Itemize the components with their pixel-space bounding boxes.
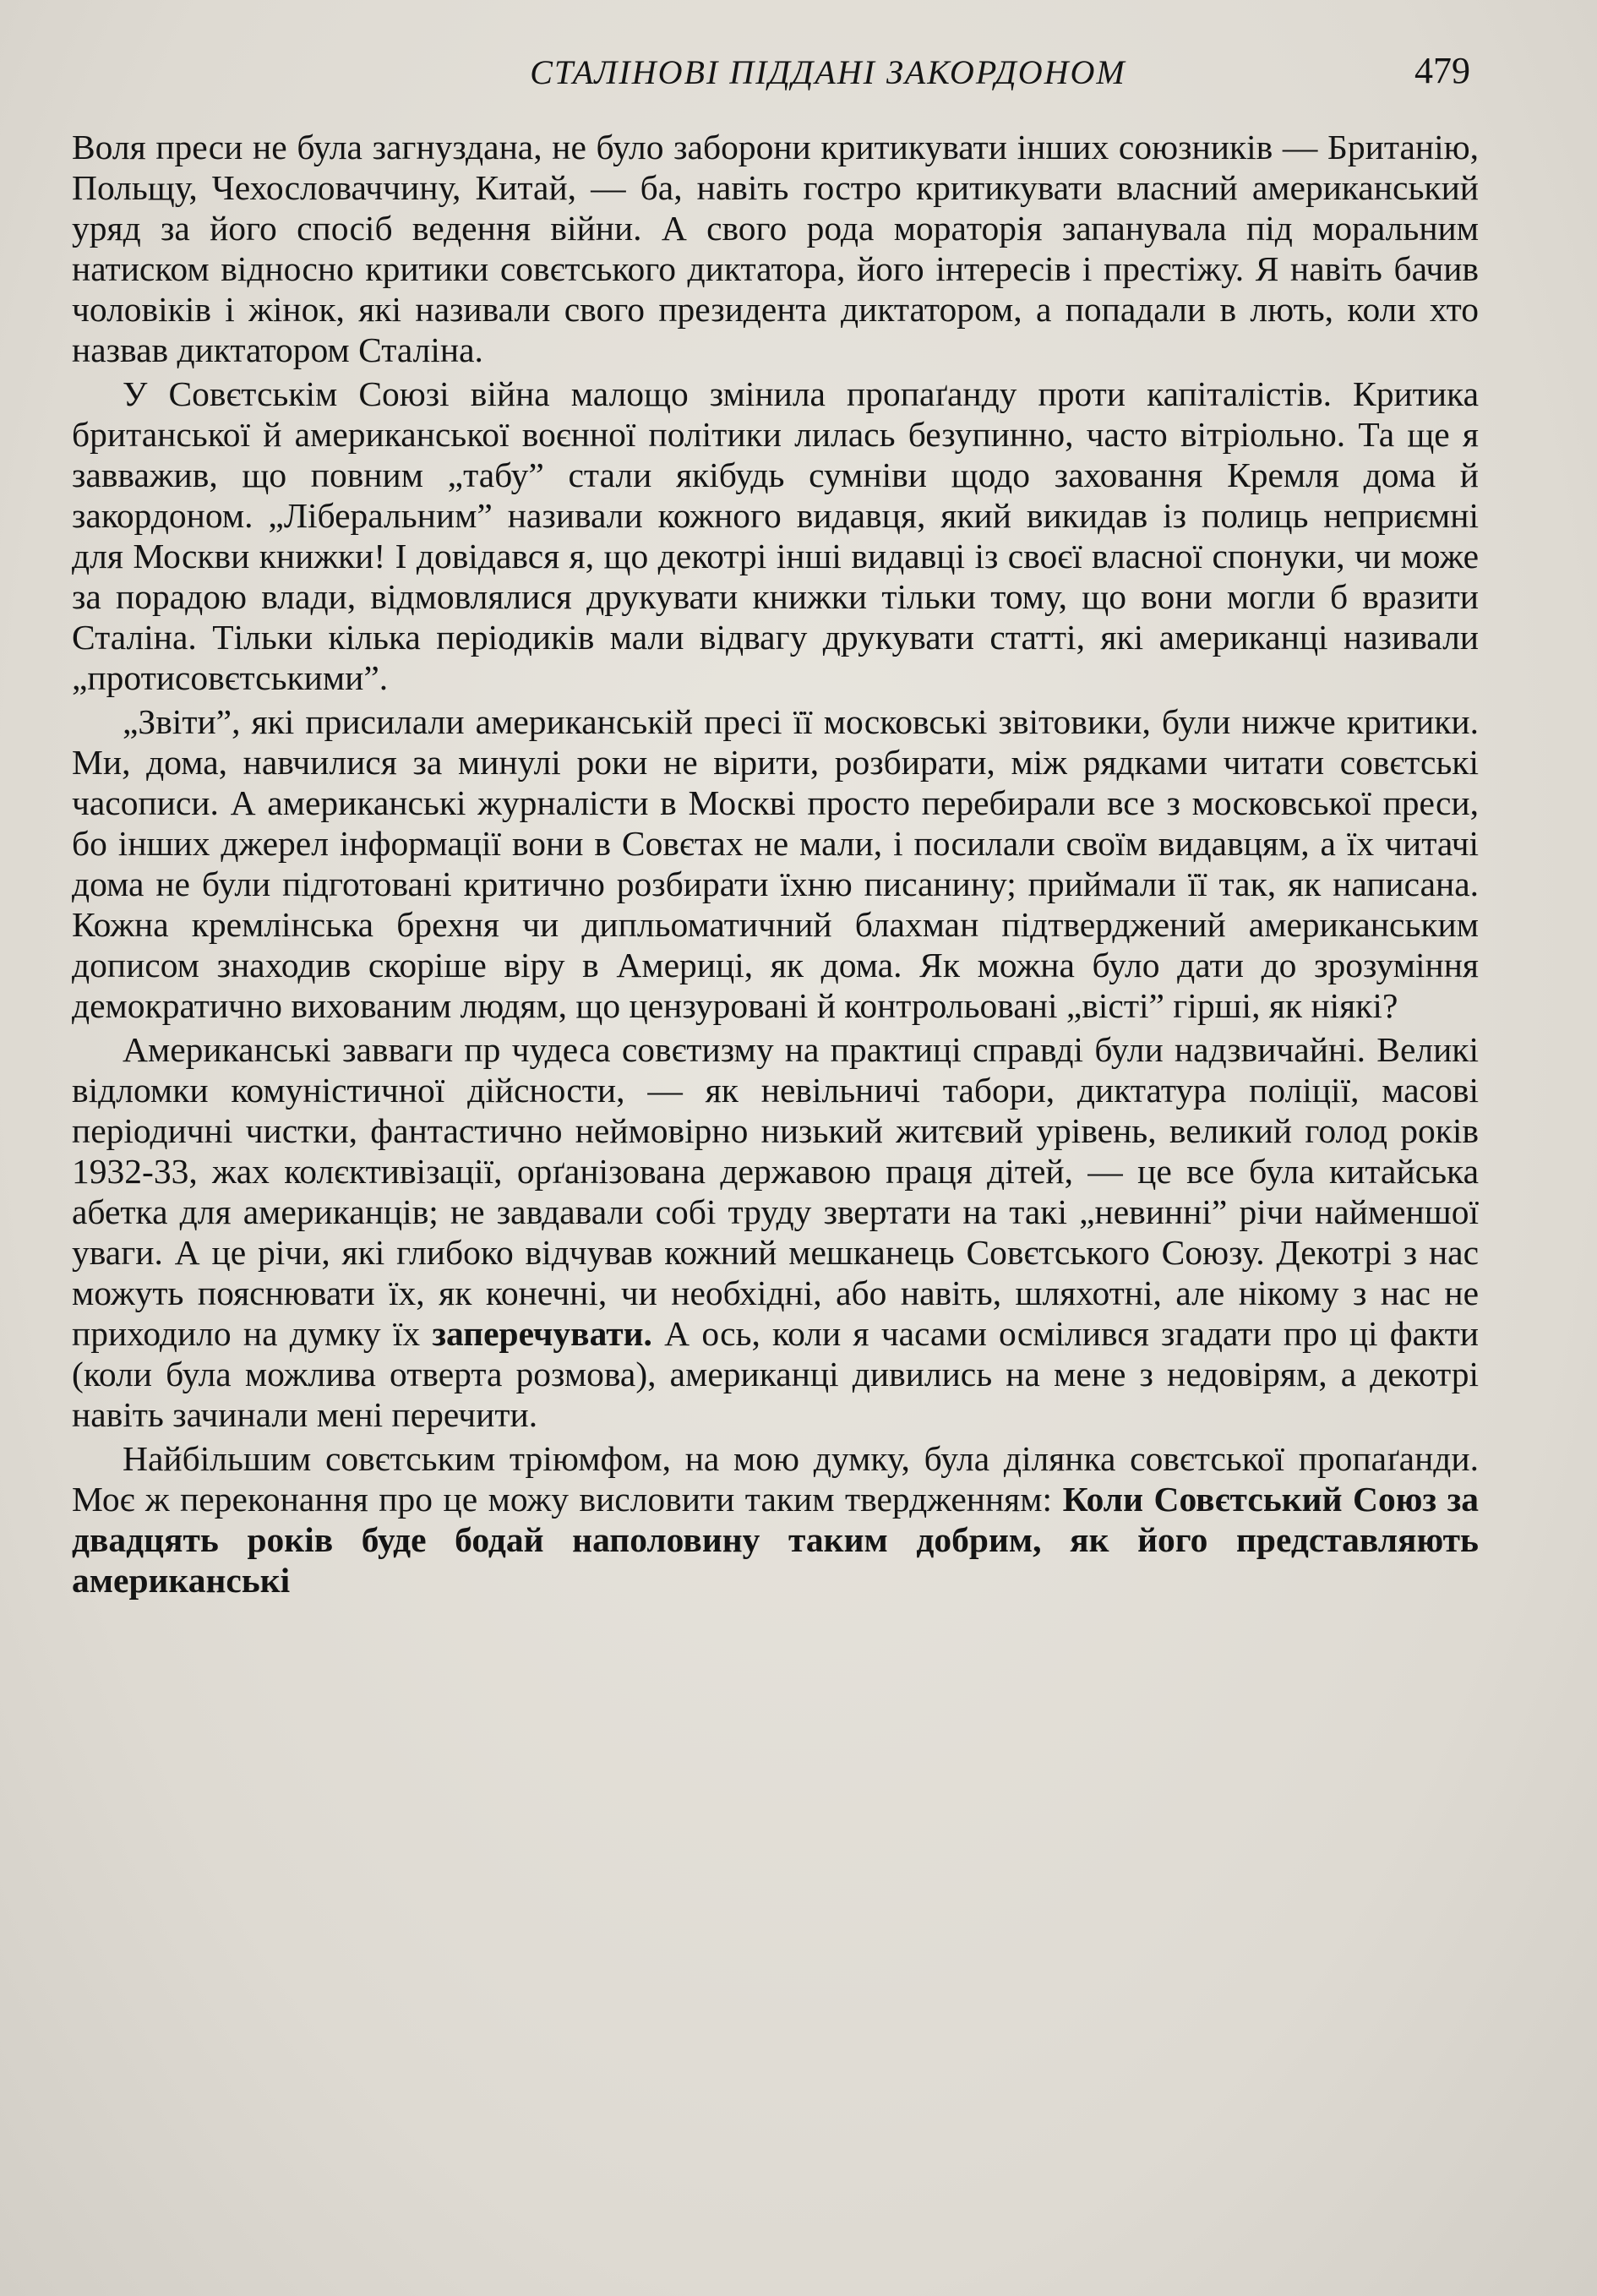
paragraph-3 xyxy=(72,701,1479,1026)
paragraph-4-bold: заперечувати. xyxy=(432,1314,652,1353)
paragraph-2-text: У Совєтськім Союзі війна малощо змінила пропаґанду проти капіталістів. Критика британської й американської воєнної політики лилась безупинно, часто вітріольно. Та ще я завважив, що повним „табу” стали якібудь сумніви щодо заховання Кремля дома й закордоном. „Ліберальним” називали кожного видавця, який викидав із полиць неприємні для Москви книжки! І довідався я, що декотрі інші видавці із своєї власної спонуки, чи може за порадою влади, відмовлялися друкувати книжки тільки тому, що вони могли б вразити Сталіна. Тільки кілька періодиків мали відвагу друкувати статті, які американці називали „протисовєтськими”. xyxy=(72,374,1479,697)
body-text xyxy=(72,127,1479,1604)
running-head xyxy=(135,52,1487,103)
paragraph-4-text: Американські завваги пр чудеса совєтизму на практиці справді були надзвичайні. Великі відломки комуністичної дійсности, — як невільничі табори, диктатура поліції, масові періодичні чистки, фантастично неймовірно низький житєвий урівень, великий голод років 1932-33, жах колєктивізації, орґанізована державою праця дітей, — це все була китайська абетка для американців; не завдавали собі труду звертати на такі „невинні” річи найменшої уваги. А це річи, які глибоко відчував кожний мешканець Совєтського Союзу. Декотрі з нас можуть пояснювати їх, як конечні, чи необхідні, або навіть, шляхотні, але нікому з нас не приходило на думку їх xyxy=(72,1030,1479,1353)
page-number: 479 xyxy=(1414,50,1470,91)
paragraph-4 xyxy=(72,1029,1479,1435)
paragraph-4-after: А ось, коли я часами осмілився згадати про ці факти (коли була можлива отверта розмова), американці дивились на мене з недовірям, а декотрі навіть зачинали мені перечити. xyxy=(72,1314,1480,1434)
paragraph-2 xyxy=(72,374,1479,698)
paragraph-5-bold: Коли Совєтський Союз за двадцять років буде бодай наполовину таким добрим, як його представляють американські xyxy=(72,1480,1479,1600)
paragraph-3-text: „Звіти”, які присилали американській пресі її московські звітовики, були нижче критики. Ми, дома, навчилися за минулі роки не вірити, розбирати, між рядками читати совєтські часописи. А американські журналісти в Москві просто перебирали все з московської преси, бо інших джерел інформації вони в Совєтах не мали, і посилали своїм видавцям, а їх читачі дома не були підготовані критично розбирати їхню писанину; приймали її так, як написана. Кожна кремлінська брехня чи дипльоматичний блахман підтверджений американським дописом знаходив скоріше віру в Америці, як дома. Як можна було дати до зрозуміння демократично вихованим людям, що цензуровані й контрольовані „вісті” гірші, як ніякі? xyxy=(72,702,1479,1025)
paragraph-1 xyxy=(72,127,1479,370)
paragraph-5 xyxy=(72,1438,1479,1601)
paragraph-5-text: Найбільшим совєтським тріюмфом, на мою думку, була ділянка совєтської пропаґанди. Моє ж переконання про це можу висловити таким твердженням: xyxy=(72,1439,1479,1519)
running-title: СТАЛІНОВІ ПІДДАНІ ЗАКОРДОНОМ xyxy=(530,53,1126,91)
paragraph-1-text: Воля преси не була загнуздана, не було заборони критикувати інших союзників — Британію, Польщу, Чехословаччину, Китай, — ба, навіть гостро критикувати власний американський уряд за його спосіб ведення війни. А свого рода морaторія запанувала під моральним натиском відносно критики совєтського диктатора, його інтересів і престіжу. Я навіть бачив чоловіків і жінок, які називали свого президента диктатором, а попадали в лють, коли хто назвав диктатором Сталіна. xyxy=(72,128,1479,369)
